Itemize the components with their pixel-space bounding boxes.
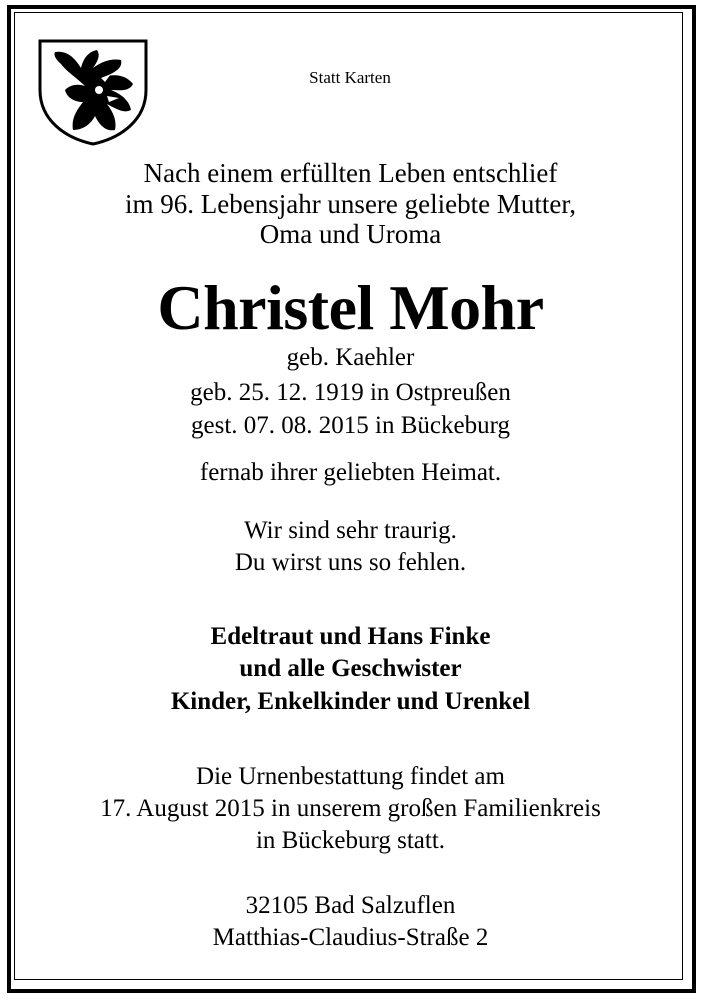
deceased-name: Christel Mohr bbox=[157, 272, 544, 343]
funeral-line-2: 17. August 2015 in unserem großen Familienkreis bbox=[100, 795, 601, 822]
address-line-2: Matthias-Claudius-Straße 2 bbox=[212, 924, 489, 951]
birth-info: geb. 25. 12. 1919 in Ostpreußen bbox=[190, 379, 511, 406]
maiden-name: geb. Kaehler bbox=[286, 344, 415, 371]
funeral-line-3: in Bückeburg statt. bbox=[255, 827, 446, 854]
funeral-line-1: Die Urnenbestattung findet am bbox=[196, 763, 505, 790]
homeland-note: fernab ihrer geliebten Heimat. bbox=[199, 459, 502, 486]
address-line-1: 32105 Bad Salzuflen bbox=[245, 892, 456, 919]
intro-line-2: im 96. Lebensjahr unsere geliebte Mutter, bbox=[124, 189, 577, 219]
message-line-2: Du wirst uns so fehlen. bbox=[234, 549, 467, 576]
mourners-line-1: Edeltraut und Hans Finke bbox=[210, 623, 491, 650]
death-info: gest. 07. 08. 2015 in Bückeburg bbox=[191, 412, 510, 439]
statt-karten-label: Statt Karten bbox=[309, 68, 391, 87]
mourners-line-3: Kinder, Enkelkinder und Urenkel bbox=[170, 688, 531, 715]
coat-of-arms-icon bbox=[37, 38, 149, 146]
intro-line-1: Nach einem erfüllten Leben entschlief bbox=[143, 158, 558, 188]
message-line-1: Wir sind sehr traurig. bbox=[244, 517, 457, 544]
mourners-line-2: und alle Geschwister bbox=[239, 655, 462, 682]
intro-line-3: Oma und Uroma bbox=[259, 219, 442, 249]
